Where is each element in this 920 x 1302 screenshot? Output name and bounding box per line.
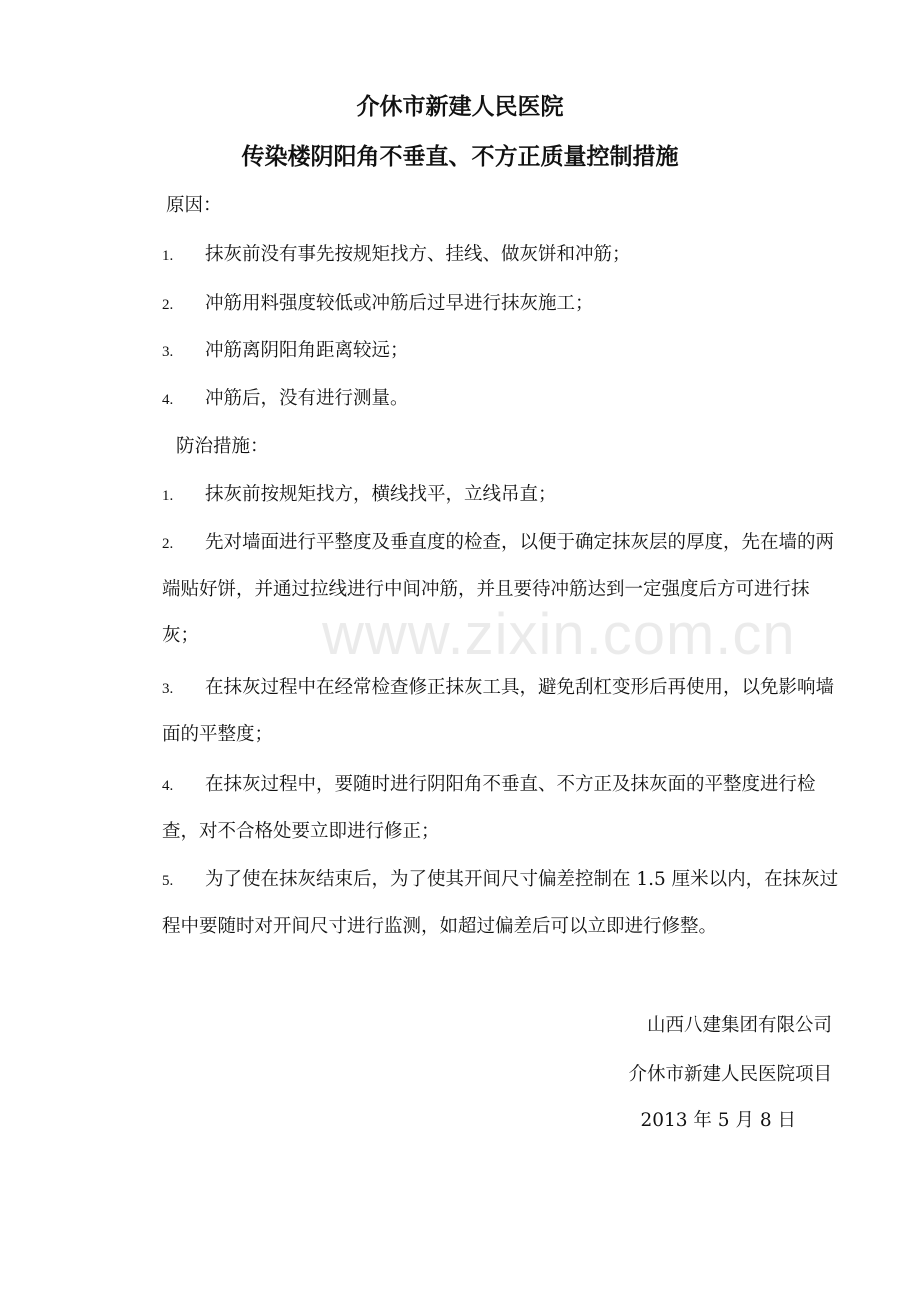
item-text: 为了使在抹灰结束后，为了使其开间尺寸偏差控制在 1.5 厘米以内，在抹灰过程中要随时对开间尺寸进行监测，如超过偏差后可以立即进行修整。 bbox=[162, 869, 839, 937]
item-number: 3. bbox=[162, 681, 174, 697]
watermark: www.zixin.com.cn bbox=[322, 602, 796, 667]
signature-date: 2013 年 5 月 8 日 bbox=[640, 1110, 796, 1131]
document-title: 介休市新建人民医院 bbox=[356, 94, 564, 120]
cause-item bbox=[162, 281, 840, 328]
signature-project: 介休市新建人民医院项目 bbox=[628, 1064, 832, 1085]
item-text: 抹灰前没有事先按规矩找方、挂线、做灰饼和冲筋； bbox=[205, 244, 631, 265]
measure-item bbox=[162, 665, 840, 758]
item-text: 抹灰前按规矩找方，横线找平，立线吊直； bbox=[205, 484, 557, 505]
item-number: 5. bbox=[162, 873, 174, 889]
cause-item bbox=[162, 376, 840, 423]
measure-item bbox=[162, 520, 840, 659]
item-text: 在抹灰过程中在经常检查修正抹灰工具，避免刮杠变形后再使用，以免影响墙面的平整度； bbox=[162, 677, 835, 745]
measures-heading: 防治措施： bbox=[176, 436, 269, 457]
document-subtitle: 传染楼阴阳角不垂直、不方正质量控制措施 bbox=[241, 144, 679, 170]
item-text: 冲筋用料强度较低或冲筋后过早进行抹灰施工； bbox=[205, 293, 594, 314]
item-number: 2. bbox=[162, 536, 174, 552]
item-number: 2. bbox=[162, 297, 174, 313]
cause-item bbox=[162, 232, 840, 279]
item-number: 1. bbox=[162, 248, 174, 264]
causes-heading: 原因： bbox=[166, 195, 222, 216]
item-text: 冲筋离阴阳角距离较远； bbox=[205, 340, 409, 361]
item-text: 先对墙面进行平整度及垂直度的检查，以便于确定抹灰层的厚度，先在墙的两端贴好饼，并通过拉线进行中间冲筋，并且要待冲筋达到一定强度后方可进行抹灰； bbox=[162, 532, 835, 646]
signature-company: 山西八建集团有限公司 bbox=[646, 1015, 832, 1036]
measure-item bbox=[162, 762, 840, 855]
item-number: 4. bbox=[162, 392, 174, 408]
measure-item bbox=[162, 472, 840, 519]
item-text: 在抹灰过程中，要随时进行阴阳角不垂直、不方正及抹灰面的平整度进行检查，对不合格处要立即进行修正； bbox=[162, 774, 816, 842]
item-number: 3. bbox=[162, 344, 174, 360]
cause-item bbox=[162, 328, 840, 375]
item-number: 4. bbox=[162, 778, 174, 794]
item-number: 1. bbox=[162, 488, 174, 504]
measure-item bbox=[162, 857, 840, 950]
item-text: 冲筋后，没有进行测量。 bbox=[205, 388, 409, 409]
